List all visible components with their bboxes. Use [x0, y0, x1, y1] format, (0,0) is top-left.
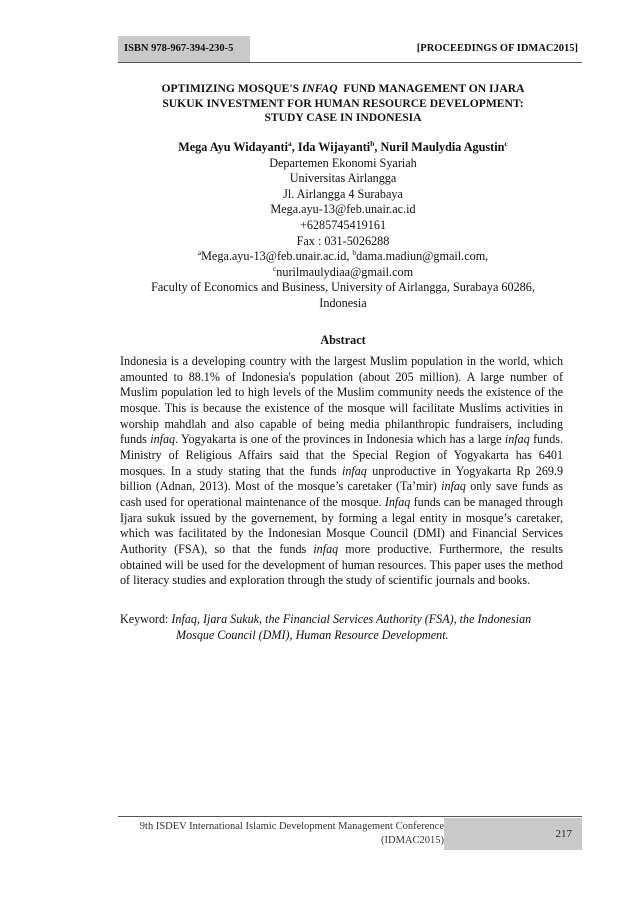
author-1: Mega Ayu Widayanti — [178, 140, 288, 154]
footer-conference — [118, 820, 444, 848]
term-infaq: infaq — [441, 479, 466, 494]
page-header — [118, 36, 582, 63]
conference-name: 9th ISDEV International Islamic Development Management Conference — [139, 821, 444, 832]
title-line-1: OPTIMIZING MOSQUE'S INFAQ FUND MANAGEMENT ON IJARA — [161, 82, 525, 95]
keywords — [120, 612, 570, 643]
author-emails-line-1: $^a$Mega.ayu-13@feb.unair.ac.id, $^b$dama.madiun@gmail.com, — [197, 248, 489, 264]
contact-email: Mega.ayu-13@feb.unair.ac.id — [270, 202, 416, 217]
faculty-line-1: Faculty of Economics and Business, University of Airlangga, Surabaya 60286, — [151, 280, 535, 295]
faculty-line-2: Indonesia — [319, 295, 367, 310]
keyword-label: Keyword: — [120, 612, 172, 626]
keyword-values-line-1: Infaq, Ijara Sukuk, the Financial Services Authority (FSA), the Indonesian — [171, 612, 532, 626]
page-number: 217 — [444, 818, 582, 850]
term-infaq: infaq — [341, 463, 367, 478]
term-infaq: infaq — [150, 432, 176, 447]
proceedings-label: [PROCEEDINGS OF IDMAC2015] — [416, 43, 578, 54]
footer-divider — [118, 816, 582, 817]
term-infaq: infaq — [313, 541, 339, 556]
title-line-3: STUDY CASE IN INDONESIA — [264, 111, 422, 124]
author-block — [118, 140, 568, 312]
title-italic-infaq: INFAQ — [301, 82, 338, 95]
abstract-heading: Abstract — [320, 333, 366, 347]
author-3: Nuril Maulydia Agustin — [380, 140, 505, 154]
fax: Fax : 031-5026288 — [296, 233, 390, 248]
phone: +6285745419161 — [299, 217, 387, 232]
term-infaq: Infaq — [384, 494, 411, 509]
address: Jl. Airlangga 4 Surabaya — [283, 186, 403, 201]
term-infaq: infaq — [504, 432, 530, 447]
conference-acronym: (IDMAC2015) — [381, 835, 444, 846]
author-2: Ida Wijayanti — [297, 140, 371, 154]
paper-title — [118, 82, 568, 126]
isbn-label: ISBN 978-967-394-230-5 — [118, 36, 250, 62]
abstract-body: Indonesia is a developing country with the largest Muslim population in the world, which amounted to 88.1% of Indonesia's population (about 205 million). A large number of Muslim population led to high levels of the Muslim community needs the existence of the mosque. This is because the existence of the mosque will facilitate Muslims activities in worship mahdlah and also capable of being media philanthropic fundraisers, including funds infaq. Yogyakarta is one of the provinces in Indonesia which has a large infaq funds. Ministry of Religious Affairs said that the Special Region of Yogyakarta has 6401 mosques. In a study stating that the funds infaq unproductive in Yogyakarta Rp 269.9 billion (Adnan, 2013). Most of the mosque’s caretaker (Ta’mir) infaq only save funds as cash used for operational maintenance of the mosque. Infaq funds can be managed through Ijara sukuk issued by the governement, by forming a legal entity in mosque’s caretaker, which was facilitated by the Indonesian Mosque Council (DMI) and Financial Services Authority (FSA), so that the funds infaq more productive. Furthermore, the results obtained will be used for the development of human resources. This paper uses the method of literacy studies and exploration through the study of scientific journals and books. — [120, 354, 563, 588]
keyword-values-line-2: Mosque Council (DMI), Human Resource Development. — [176, 627, 449, 642]
department: Departemen Ekonomi Syariah — [269, 155, 417, 170]
university: Universitas Airlangga — [289, 171, 397, 186]
author-emails-line-2: $^c$nurilmaulydiaa@gmail.com — [272, 263, 414, 279]
title-line-2: SUKUK INVESTMENT FOR HUMAN RESOURCE DEVELOPMENT: — [162, 96, 524, 110]
author-names: Mega Ayu Widayanti$^a$, Ida Wijayanti$^b$, Nuril Maulydia Agustin$^c$ — [178, 138, 508, 154]
